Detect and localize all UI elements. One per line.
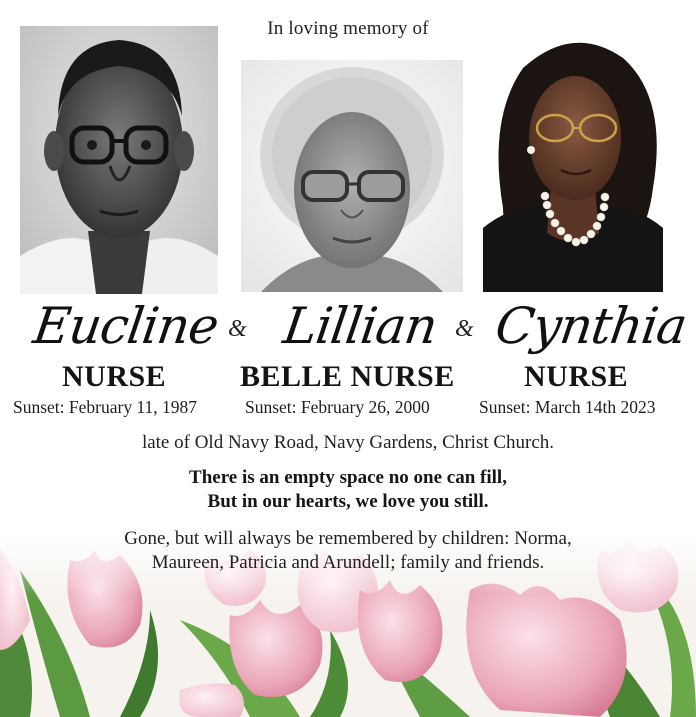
surname-cynthia: NURSE	[524, 360, 629, 393]
portrait-cynthia	[483, 28, 663, 292]
first-name-lillian: Lillian	[279, 297, 441, 355]
portrait-eucline	[20, 26, 218, 294]
sunset-cynthia: Sunset: March 14th 2023	[479, 397, 656, 417]
portrait-lillian	[241, 60, 463, 292]
verse-line-2: But in our hearts, we love you still.	[207, 491, 489, 512]
first-name-cynthia: Cynthia	[491, 297, 690, 355]
memorial-verse	[0, 466, 696, 514]
remembered-by	[0, 527, 696, 575]
surname-eucline: NURSE	[62, 360, 167, 393]
address-line: late of Old Navy Road, Navy Gardens, Christ Church.	[141, 432, 555, 453]
ampersand-2: &	[455, 316, 474, 342]
heading: In loving memory of	[267, 18, 429, 39]
verse-line-1: There is an empty space no one can fill,	[189, 467, 507, 488]
sunset-eucline: Sunset: February 11, 1987	[13, 397, 198, 417]
ampersand-1: &	[228, 316, 247, 342]
remembered-line-1: Gone, but will always be remembered by children: Norma,	[124, 528, 572, 549]
remembered-line-2: Maureen, Patricia and Arundell; family and friends.	[151, 552, 545, 573]
first-name-eucline: Eucline	[29, 297, 222, 355]
surname-lillian: BELLE NURSE	[240, 360, 455, 393]
sunset-lillian: Sunset: February 26, 2000	[245, 397, 430, 417]
